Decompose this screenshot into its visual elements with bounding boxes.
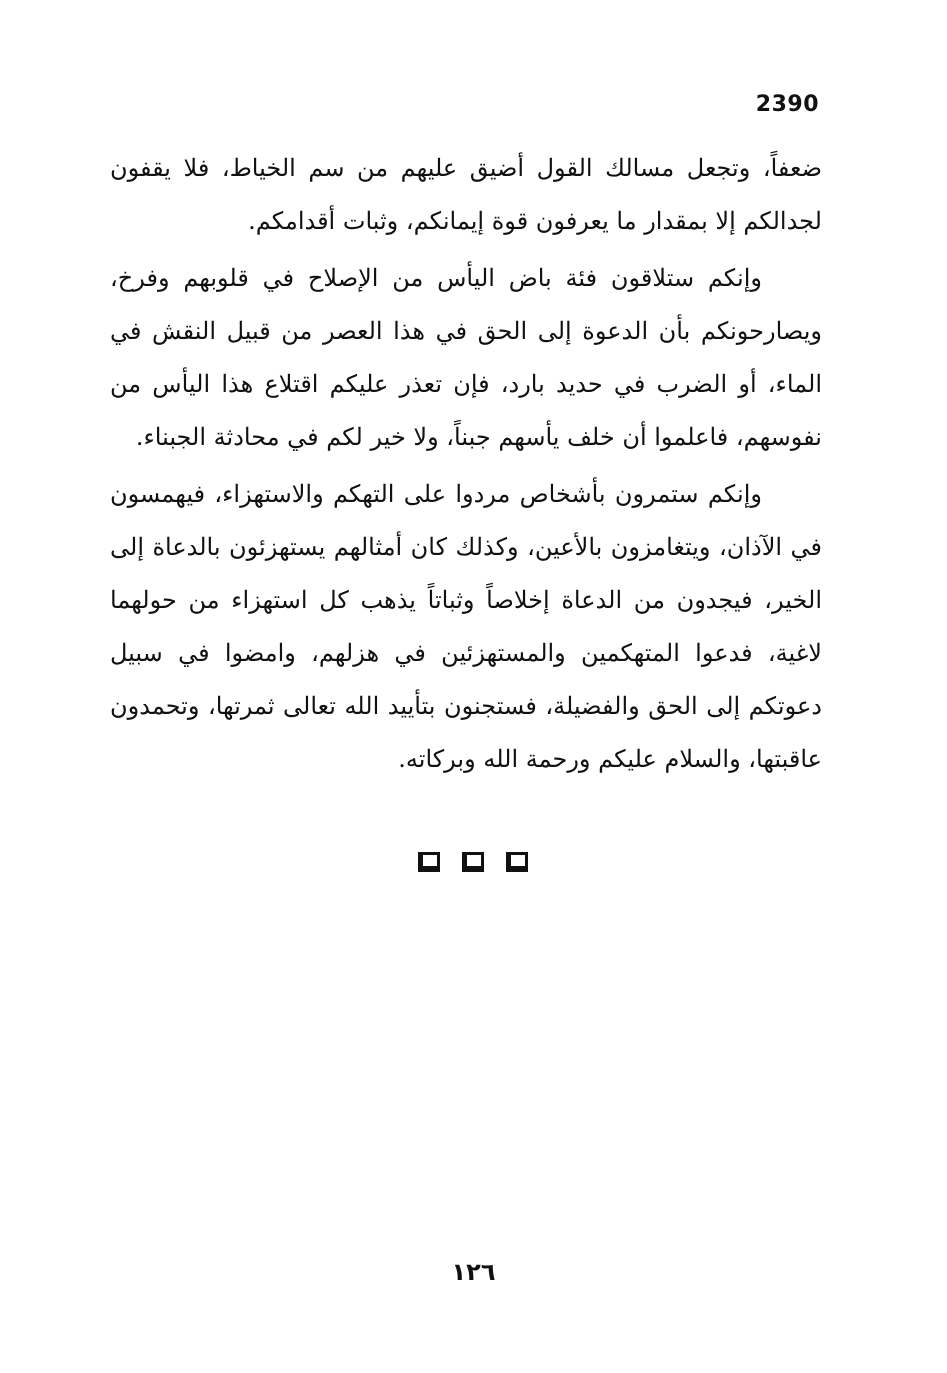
square-box-icon (506, 852, 528, 872)
paragraph-1: ضعفاً، وتجعل مسالك القول أضيق عليهم من سم الخياط، فلا يقفون لجدالكم إلا بمقدار ما يعرفون قوة إيمانكم، وثبات أقدامكم. (110, 154, 822, 235)
paragraph-3: وإنكم ستمرون بأشخاص مردوا على التهكم والاستهزاء، فيهمسون في الآذان، ويتغامزون بالأعين، وكذلك كان أمثالهم يستهزئون بالدعاة إلى الخير، فيجدون من الدعاة إخلاصاً وثباتاً يذهب كل استهزاء من حولهما لاغية، فدعوا المتهكمين والمستهزئين في هزلهم، وامضوا في سبيل دعوتكم إلى الحق والفضيلة، فستجنون بتأييد الله تعالى ثمرتها، وتحمدون عاقبتها، والسلام عليكم ورحمة الله وبركاته. (110, 480, 822, 773)
page-number-top: 2390 (755, 92, 819, 117)
section-end-ornament (418, 852, 528, 872)
square-box-icon (418, 852, 440, 872)
paragraph-2: وإنكم ستلاقون فئة باض اليأس من الإصلاح في قلوبهم وفرخ، ويصارحونكم بأن الدعوة إلى الحق في هذا العصر من قبيل النقش في الماء، أو الضرب في حديد بارد، فإن تعذر عليكم اقتلاع هذا اليأس من نفوسهم، فاعلموا أن خلف يأسهم جبناً، ولا خير لكم في محادثة الجبناء. (110, 264, 822, 451)
body-text (110, 142, 822, 790)
page-number-bottom: ١٢٦ (451, 1258, 496, 1286)
square-box-icon (462, 852, 484, 872)
